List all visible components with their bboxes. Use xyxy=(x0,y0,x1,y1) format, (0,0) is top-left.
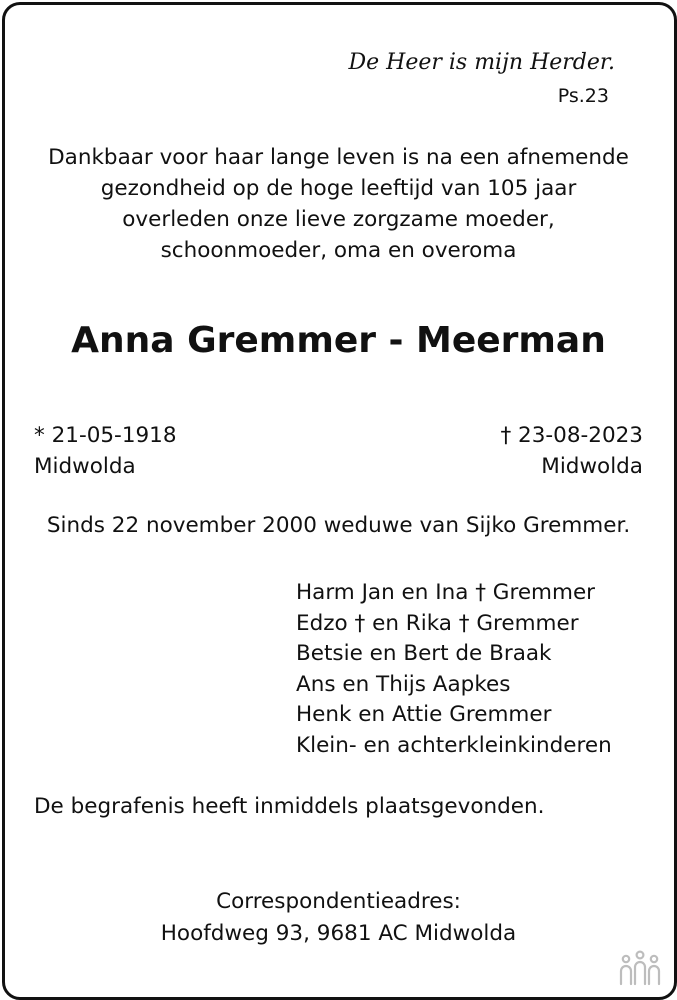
death-info xyxy=(500,420,643,482)
correspondence-address: Hoofdweg 93, 9681 AC Midwolda xyxy=(160,921,517,946)
death-date: † 23-08-2023 xyxy=(500,423,643,448)
intro-line: gezondheid op de hoge leeftijd van 105 jaar xyxy=(100,176,577,201)
intro-line: schoonmoeder, oma en overoma xyxy=(160,238,517,263)
intro-line: overleden onze lieve zorgzame moeder, xyxy=(122,207,555,232)
family-member: Klein- en achterkleinkinderen xyxy=(296,732,612,758)
birth-info xyxy=(34,420,177,482)
deceased-name: Anna Gremmer - Meerman xyxy=(71,320,606,361)
intro-paragraph xyxy=(0,142,677,266)
people-logo-icon xyxy=(617,950,663,986)
funeral-note: De begrafenis heeft inmiddels plaatsgevonden. xyxy=(34,794,545,819)
verse-reference: Ps.23 xyxy=(557,85,609,107)
intro-line: Dankbaar voor haar lange leven is na een afnemende xyxy=(48,145,629,170)
family-list xyxy=(296,578,612,761)
birth-date: * 21-05-1918 xyxy=(34,423,177,448)
correspondence-label: Correspondentieadres: xyxy=(216,889,461,914)
widow-line: Sinds 22 november 2000 weduwe van Sijko Gremmer. xyxy=(46,513,631,538)
birth-place: Midwolda xyxy=(34,454,136,479)
death-place: Midwolda xyxy=(541,454,643,479)
verse-text: De Heer is mijn Herder. xyxy=(348,50,615,75)
family-member: Harm Jan en Ina † Gremmer xyxy=(296,580,596,605)
family-member: Betsie en Bert de Braak xyxy=(296,641,552,666)
family-member: Edzo † en Rika † Gremmer xyxy=(296,610,579,636)
family-member: Ans en Thijs Aapkes xyxy=(296,671,511,697)
correspondence xyxy=(0,886,677,950)
family-member: Henk en Attie Gremmer xyxy=(296,702,552,727)
